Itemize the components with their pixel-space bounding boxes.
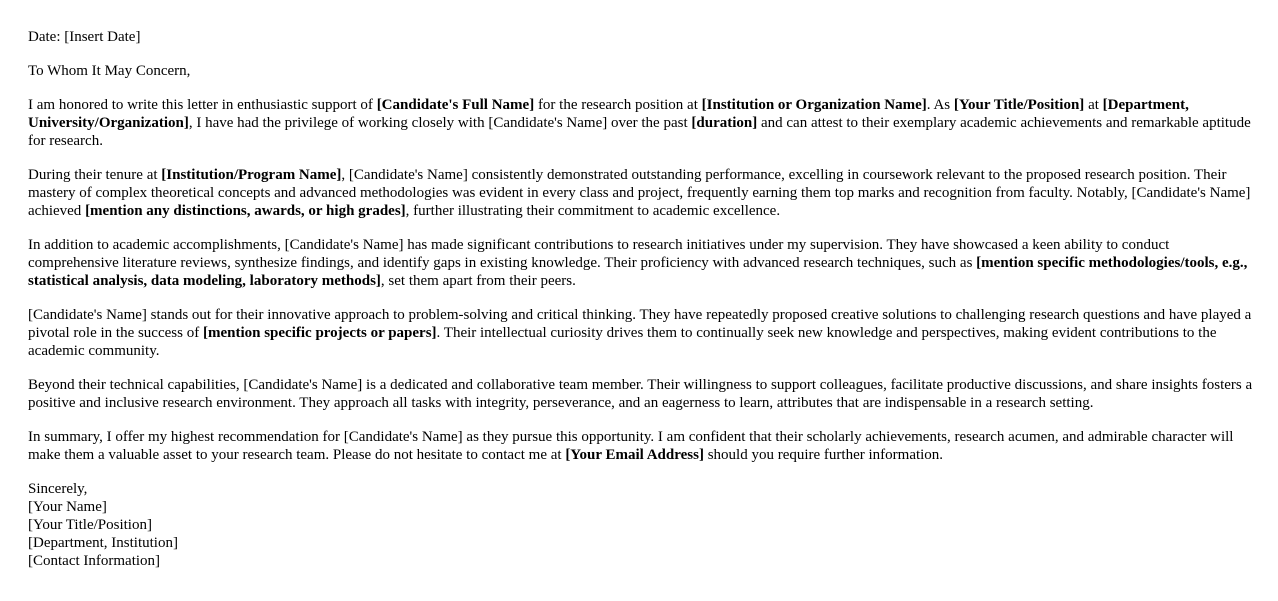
signature-contact: [Contact Information] bbox=[28, 553, 161, 569]
paragraph-text: at bbox=[1084, 97, 1103, 113]
paragraph-text: . Their intellectual curiosity drives them to continually seek new knowledge and perspectives, making evident contributions to the academic community. bbox=[28, 325, 1217, 359]
signature-title: [Your Title/Position] bbox=[28, 517, 152, 533]
paragraph-text: , set them apart from their peers. bbox=[380, 273, 576, 289]
letter-salutation: To Whom It May Concern, bbox=[28, 63, 191, 79]
paragraph-text: Beyond their technical capabilities, [Candidate's Name] is a dedicated and collaborative team member. Their willingness to support colleagues, facilitate productive discussions, and share insights fosters a positive and inclusive research environment. They approach all tasks with integrity, perseverance, and an eagerness to learn, attributes that are indispensable in a research setting. bbox=[28, 377, 1253, 411]
paragraph-text: for the research position at bbox=[534, 97, 702, 113]
letter-paragraph bbox=[28, 376, 1254, 412]
placeholder-field: [mention specific projects or papers] bbox=[202, 325, 437, 341]
letter-paragraph bbox=[28, 96, 1254, 150]
letter-body bbox=[28, 28, 1254, 570]
letter-paragraph bbox=[28, 166, 1254, 220]
placeholder-field: [mention any distinctions, awards, or high grades] bbox=[85, 203, 406, 219]
placeholder-field: [Institution/Program Name] bbox=[161, 167, 342, 183]
placeholder-field: [Candidate's Full Name] bbox=[376, 97, 535, 113]
paragraph-text: [Candidate's Name] stands out for their innovative approach to problem-solving and critical thinking. They have repeatedly proposed creative solutions to challenging research questions and have played a pivotal role in the success of bbox=[28, 307, 1252, 341]
paragraph-text: During their tenure at bbox=[28, 167, 162, 183]
letter-date: Date: [Insert Date] bbox=[28, 29, 141, 45]
placeholder-field: [Your Email Address] bbox=[565, 447, 704, 463]
signature-name: [Your Name] bbox=[28, 499, 107, 515]
paragraph-text: . As bbox=[926, 97, 954, 113]
paragraph-text: should you require further information. bbox=[703, 447, 944, 463]
placeholder-field: [Institution or Organization Name] bbox=[701, 97, 927, 113]
letter-closing bbox=[28, 480, 1254, 570]
paragraph-text: , [Candidate's Name] consistently demonstrated outstanding performance, excelling in coursework relevant to the proposed research position. Their mastery of complex theoretical concepts and advanced methodologies was evident in every class and project, frequently earning them top marks and recognition from faculty. Notably, [Candidate's Name] achieved bbox=[28, 167, 1251, 219]
closing-signoff: Sincerely, bbox=[28, 481, 88, 497]
placeholder-field: [Your Title/Position] bbox=[953, 97, 1085, 113]
paragraph-text: , further illustrating their commitment to academic excellence. bbox=[405, 203, 781, 219]
paragraph-text: In addition to academic accomplishments, [Candidate's Name] has made significant contributions to research initiatives under my supervision. They have showcased a keen ability to conduct comprehensive literature reviews, synthesize findings, and identify gaps in existing knowledge. Their proficiency with advanced research techniques, such as bbox=[28, 237, 1170, 271]
letter-paragraph bbox=[28, 236, 1254, 290]
placeholder-field: [mention specific methodologies/tools, e.g., statistical analysis, data modeling, laboratory methods] bbox=[28, 255, 1248, 289]
letter-paragraph bbox=[28, 306, 1254, 360]
placeholder-field: [Department, University/Organization] bbox=[28, 97, 1189, 131]
paragraph-text: I am honored to write this letter in enthusiastic support of bbox=[28, 97, 377, 113]
letter-paragraph bbox=[28, 428, 1254, 464]
paragraph-text: , I have had the privilege of working closely with [Candidate's Name] over the past bbox=[188, 115, 692, 131]
paragraph-text: In summary, I offer my highest recommendation for [Candidate's Name] as they pursue this opportunity. I am confident that their scholarly achievements, research acumen, and admirable character will make them a valuable asset to your research team. Please do not hesitate to contact me at bbox=[28, 429, 1234, 463]
letter-paragraphs bbox=[28, 96, 1254, 464]
signature-department: [Department, Institution] bbox=[28, 535, 178, 551]
paragraph-text: and can attest to their exemplary academic achievements and remarkable aptitude for research. bbox=[28, 115, 1251, 149]
placeholder-field: [duration] bbox=[691, 115, 758, 131]
